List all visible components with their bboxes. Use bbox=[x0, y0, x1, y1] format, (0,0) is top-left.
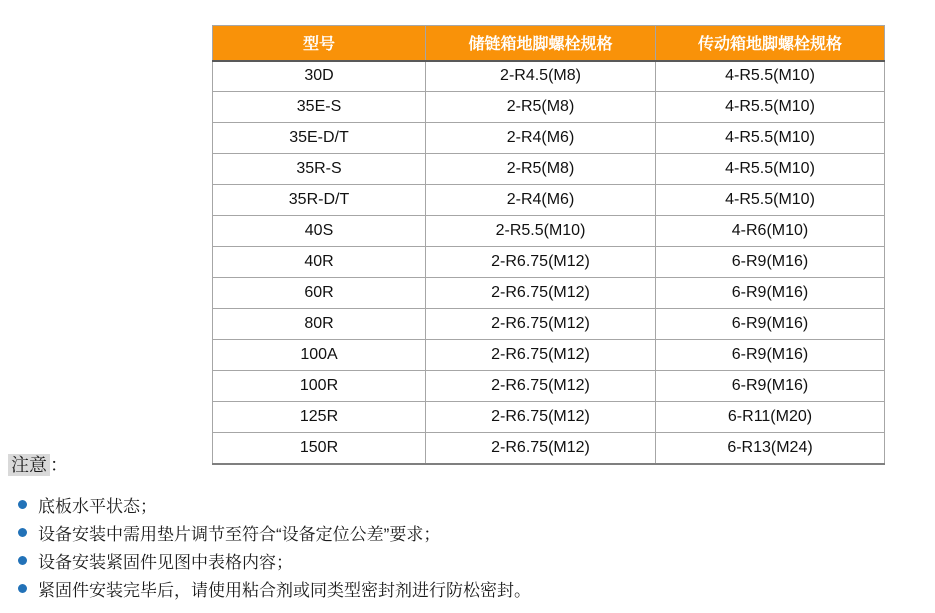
notice-item bbox=[8, 574, 928, 602]
cell-chain-box: 2-R5(M8) bbox=[426, 92, 656, 123]
cell-drive-box: 4-R5.5(M10) bbox=[656, 154, 885, 185]
table-row bbox=[213, 309, 885, 340]
table-row bbox=[213, 154, 885, 185]
bolt-spec-table bbox=[212, 25, 885, 465]
cell-model: 35R-S bbox=[213, 154, 426, 185]
table-header-row bbox=[213, 26, 885, 61]
cell-model: 40S bbox=[213, 216, 426, 247]
cell-chain-box: 2-R6.75(M12) bbox=[426, 309, 656, 340]
cell-drive-box: 6-R9(M16) bbox=[656, 371, 885, 402]
cell-drive-box: 6-R9(M16) bbox=[656, 309, 885, 340]
bullet-icon bbox=[18, 528, 27, 537]
cell-drive-box: 6-R9(M16) bbox=[656, 278, 885, 309]
cell-model: 150R bbox=[213, 433, 426, 464]
table-row bbox=[213, 340, 885, 371]
cell-model: 125R bbox=[213, 402, 426, 433]
table-row bbox=[213, 371, 885, 402]
cell-chain-box: 2-R6.75(M12) bbox=[426, 402, 656, 433]
cell-model: 40R bbox=[213, 247, 426, 278]
cell-chain-box: 2-R4(M6) bbox=[426, 185, 656, 216]
cell-model: 100A bbox=[213, 340, 426, 371]
cell-chain-box: 2-R4(M6) bbox=[426, 123, 656, 154]
notice-item-text: 紧固件安装完毕后，请使用粘合剂或同类型密封剂进行防松密封。 bbox=[38, 580, 531, 600]
notice-label: 注意 bbox=[8, 454, 50, 476]
table-row bbox=[213, 216, 885, 247]
notice-title bbox=[8, 452, 928, 478]
cell-chain-box: 2-R5.5(M10) bbox=[426, 216, 656, 247]
notice-item-text: 设备安装紧固件见图中表格内容； bbox=[38, 552, 293, 572]
cell-drive-box: 4-R5.5(M10) bbox=[656, 61, 885, 92]
cell-model: 80R bbox=[213, 309, 426, 340]
bullet-icon bbox=[18, 584, 27, 593]
table-row bbox=[213, 123, 885, 154]
col-header-model: 型号 bbox=[213, 26, 426, 61]
cell-chain-box: 2-R6.75(M12) bbox=[426, 278, 656, 309]
bullet-icon bbox=[18, 556, 27, 565]
bullet-icon bbox=[18, 500, 27, 509]
cell-drive-box: 4-R5.5(M10) bbox=[656, 123, 885, 154]
notice-item-text: 底板水平状态； bbox=[38, 496, 157, 516]
notice-colon: ： bbox=[50, 455, 68, 475]
table-row bbox=[213, 92, 885, 123]
cell-chain-box: 2-R4.5(M8) bbox=[426, 61, 656, 92]
cell-drive-box: 6-R9(M16) bbox=[656, 340, 885, 371]
table-row bbox=[213, 247, 885, 278]
cell-drive-box: 4-R5.5(M10) bbox=[656, 185, 885, 216]
cell-drive-box: 4-R5.5(M10) bbox=[656, 92, 885, 123]
table-row bbox=[213, 185, 885, 216]
notice-item bbox=[8, 490, 928, 518]
cell-model: 35E-S bbox=[213, 92, 426, 123]
cell-model: 35R-D/T bbox=[213, 185, 426, 216]
cell-model: 30D bbox=[213, 61, 426, 92]
cell-chain-box: 2-R6.75(M12) bbox=[426, 433, 656, 464]
cell-drive-box: 6-R9(M16) bbox=[656, 247, 885, 278]
cell-chain-box: 2-R6.75(M12) bbox=[426, 247, 656, 278]
table-row bbox=[213, 61, 885, 92]
notice-list bbox=[8, 490, 928, 602]
notice-section bbox=[8, 452, 928, 602]
cell-model: 35E-D/T bbox=[213, 123, 426, 154]
notice-item-text: 设备安装中需用垫片调节至符合“设备定位公差”要求； bbox=[38, 524, 441, 544]
col-header-drive-box-spec: 传动箱地脚螺栓规格 bbox=[656, 26, 885, 61]
cell-chain-box: 2-R5(M8) bbox=[426, 154, 656, 185]
cell-drive-box: 6-R13(M24) bbox=[656, 433, 885, 464]
cell-drive-box: 6-R11(M20) bbox=[656, 402, 885, 433]
cell-chain-box: 2-R6.75(M12) bbox=[426, 340, 656, 371]
cell-drive-box: 4-R6(M10) bbox=[656, 216, 885, 247]
cell-chain-box: 2-R6.75(M12) bbox=[426, 371, 656, 402]
cell-model: 60R bbox=[213, 278, 426, 309]
notice-item bbox=[8, 546, 928, 574]
cell-model: 100R bbox=[213, 371, 426, 402]
table-row bbox=[213, 278, 885, 309]
notice-item bbox=[8, 518, 928, 546]
col-header-chain-box-spec: 储链箱地脚螺栓规格 bbox=[426, 26, 656, 61]
table-row bbox=[213, 402, 885, 433]
